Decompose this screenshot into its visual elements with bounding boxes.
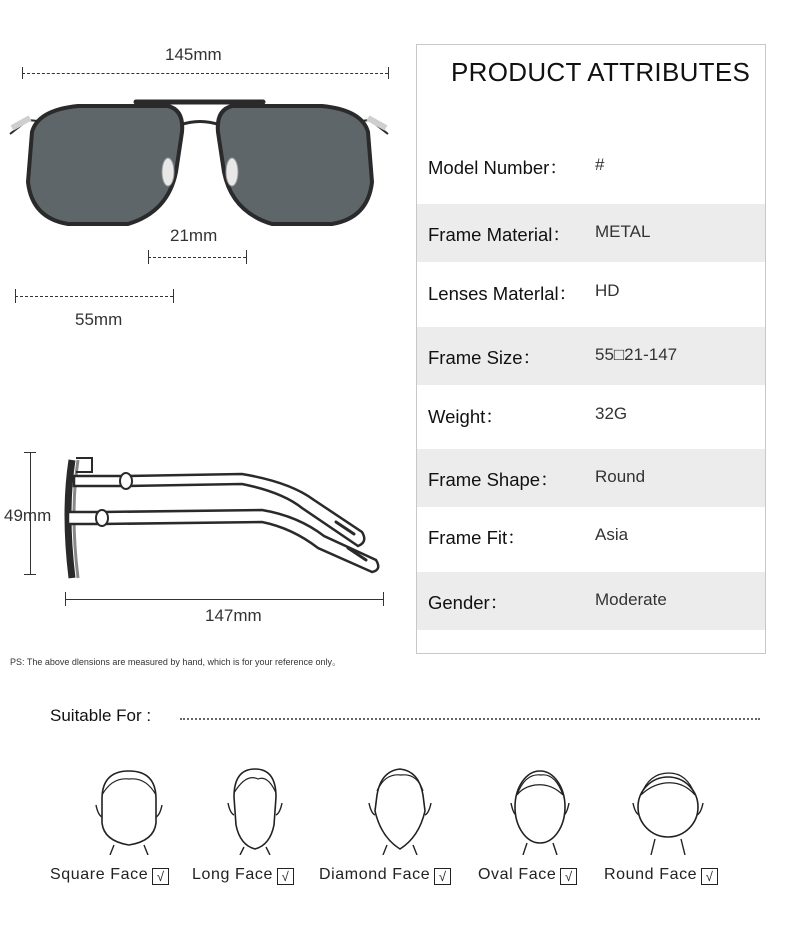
lens-width-tick-right — [173, 289, 174, 303]
face-label-text: Square Face — [50, 866, 149, 883]
frame-width-tick-right — [388, 67, 389, 79]
oval-face-icon — [495, 765, 585, 855]
check-icon: √ — [434, 868, 451, 885]
face-label-text: Long Face — [192, 866, 274, 883]
diamond-face-icon — [355, 765, 445, 855]
temple-length-label: 147mm — [205, 606, 262, 625]
attr-row-frame-shape — [417, 449, 765, 507]
lens-width-label: 55mm — [75, 310, 123, 329]
face-label-round — [604, 866, 718, 885]
attr-value: HD — [595, 281, 620, 300]
round-face-icon — [623, 765, 713, 855]
check-icon: √ — [152, 868, 169, 885]
check-icon: √ — [701, 868, 718, 885]
face-label-square — [50, 866, 169, 885]
face-label-text: Diamond Face — [319, 866, 431, 883]
check-icon: √ — [277, 868, 294, 885]
glasses-front-image — [8, 92, 393, 232]
attr-key: Model Number： — [428, 157, 568, 178]
attr-row-weight — [417, 386, 765, 444]
attr-value: Asia — [595, 525, 629, 544]
frame-width-tick-left — [22, 67, 23, 79]
attr-key: Weight： — [428, 406, 504, 427]
attr-row-model-number — [417, 137, 765, 195]
face-label-text: Oval Face — [478, 866, 557, 883]
face-label-diamond — [319, 866, 451, 885]
attr-value: Round — [595, 467, 646, 486]
temple-length-line — [65, 599, 383, 600]
attr-row-frame-size — [417, 327, 765, 385]
suitable-for-divider — [180, 718, 760, 720]
bridge-label: 21mm — [170, 226, 218, 245]
attr-value: 32G — [595, 404, 628, 423]
attr-key: Frame Size： — [428, 347, 542, 368]
frame-width-line — [22, 73, 388, 74]
square-face-icon — [84, 765, 174, 855]
attr-row-lenses-material — [417, 263, 765, 321]
bridge-line — [148, 257, 246, 258]
lens-width-tick-left — [15, 289, 16, 303]
frame-width-label: 145mm — [165, 45, 222, 64]
bridge-tick-right — [246, 250, 247, 264]
attr-row-frame-material — [417, 204, 765, 262]
lens-height-tick-top — [24, 452, 36, 453]
temple-length-tick-right — [383, 592, 384, 606]
attr-key: Frame Shape： — [428, 469, 559, 490]
attr-key: Frame Fit： — [428, 527, 526, 548]
bridge-tick-left — [148, 250, 149, 264]
attr-value: Moderate — [595, 590, 667, 609]
lens-height-tick-bottom — [24, 574, 36, 575]
temple-length-tick-left — [65, 592, 66, 606]
long-face-icon — [210, 765, 300, 855]
attr-key: Frame Material： — [428, 224, 571, 245]
face-label-long — [192, 866, 294, 885]
attr-key: Gender： — [428, 592, 509, 613]
glasses-side-image — [62, 452, 387, 582]
suitable-for-title: Suitable For : — [50, 706, 152, 725]
attr-value: METAL — [595, 222, 651, 241]
attr-row-frame-fit — [417, 507, 765, 565]
product-attributes-panel — [416, 44, 766, 654]
attr-value: # — [595, 155, 605, 174]
lens-width-line — [15, 296, 173, 297]
attr-value: 55□21-147 — [595, 345, 678, 364]
lens-height-label: 49mm — [4, 506, 52, 525]
face-label-text: Round Face — [604, 866, 698, 883]
face-label-oval — [478, 866, 577, 885]
attr-key: Lenses Materlal： — [428, 283, 578, 304]
measurement-note: PS: The above dlensions are measured by hand, which is for your reference only。 — [10, 657, 342, 667]
check-icon: √ — [560, 868, 577, 885]
attr-row-gender — [417, 572, 765, 630]
attributes-title: PRODUCT ATTRIBUTES — [451, 57, 751, 87]
